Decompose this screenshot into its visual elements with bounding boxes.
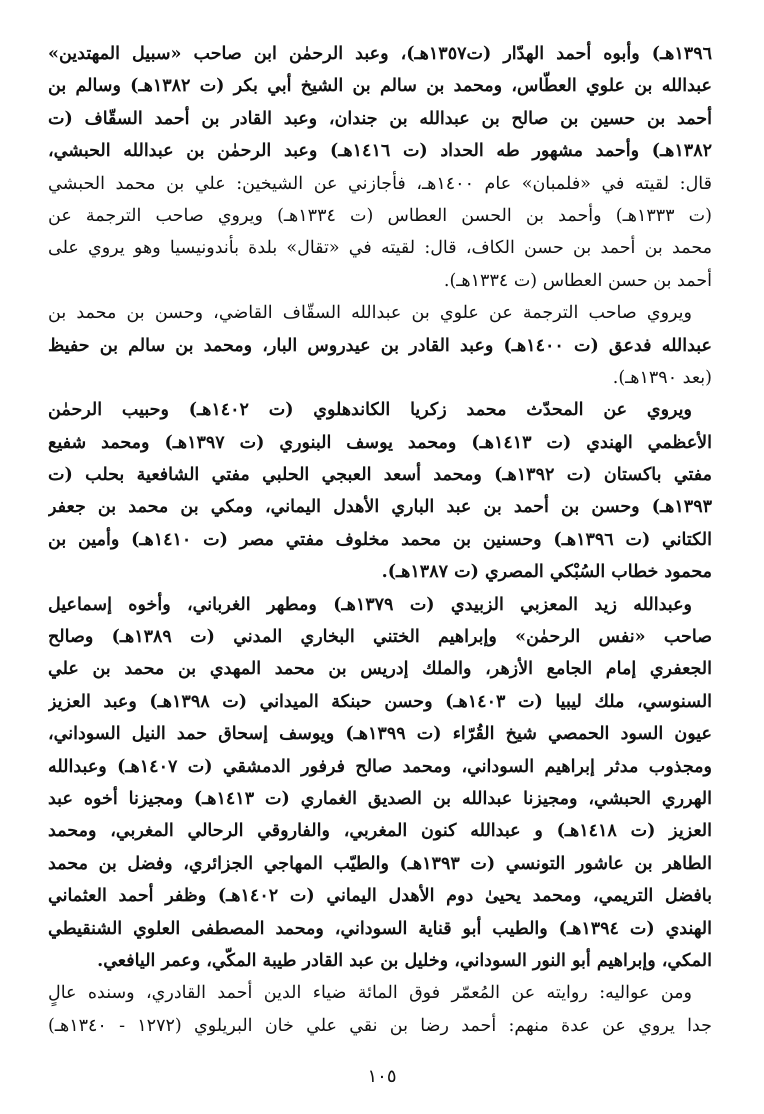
text-line: ١٣٩٣هـ) وحسن بن أحمد بن عبد الباري الأهدل اليماني، ومكي بن محمد بن جعفر [48, 497, 712, 518]
page-number: ١٠٥ [367, 1066, 397, 1087]
paragraph-4 [48, 589, 712, 978]
text-line: الطاهر بن عاشور التونسي (ت ١٣٩٣هـ) والطيّب المهاجي الجزائري، وفضل بن محمد [48, 853, 712, 874]
paragraph-5 [48, 977, 712, 1042]
text-line: ويروي صاحب الترجمة عن علوي بن عبدالله السقّاف القاضي، وحسن بن محمد بن [48, 303, 692, 324]
paragraph-3 [48, 394, 712, 588]
text-line: عبدالله فدعق (ت ١٤٠٠هـ) وعبد القادر بن عيدروس البار، ومحمد بن سالم بن حفيظ [48, 335, 712, 356]
text-line: الهندي (ت ١٣٩٤هـ) والطيب أبو قناية السوداني، ومحمد المصطفى العلوي الشنقيطي [48, 918, 712, 939]
text-line: (ت ١٣٣٣هـ) وأحمد بن الحسن العطاس (ت ١٣٣٤هـ) ويروي صاحب الترجمة عن [48, 205, 712, 226]
text-line: عبدالله بن علوي العطّاس، ومحمد بن سالم بن الشيخ أبي بكر (ت ١٣٨٢هـ) وسالم بن [48, 76, 712, 97]
text-line: (بعد ١٣٩٠هـ). [612, 367, 712, 388]
text-line: ١٣٩٦هـ) وأبوه أحمد الهدّار (ت١٣٥٧هـ)، وعبد الرحمٰن ابن صاحب «سبيل المهتدين» [48, 44, 712, 64]
text-line: مفتي باكستان (ت ١٣٩٢هـ) ومحمد أسعد العبجي الحلبي مفتي الشافعية بحلب (ت [48, 465, 712, 486]
text-line: وعبدالله زيد المعزبي الزبيدي (ت ١٣٧٩هـ) ومطهر الغرباني، وأخوه إسماعيل [48, 594, 692, 615]
text-line: المكي، وإبراهيم أبو النور السوداني، وخليل بن عبد القادر طيبة المكّي، وعمر اليافعي. [97, 950, 712, 971]
text-line: الأعظمي الهندي (ت ١٤١٣هـ) ومحمد يوسف البنوري (ت ١٣٩٧هـ) ومحمد شفيع [48, 432, 712, 453]
text-line: محمد بن أحمد بن حسن الكاف، قال: لقيته في «تقال» بلدة بأندونيسيا وهو يروي على [48, 238, 712, 259]
text-line: صاحب «نفس الرحمٰن» وإبراهيم الختني البخاري المدني (ت ١٣٨٩هـ) وصالح [48, 627, 712, 648]
text-line: ١٣٨٢هـ) وأحمد مشهور طه الحداد (ت ١٤١٦هـ) وعبد الرحمٰن بن عبدالله الحبشي، [48, 141, 712, 162]
paragraph-2 [48, 297, 712, 394]
text-line: أحمد بن حسين بن صالح بن عبدالله بن جندان، وعبد القادر بن أحمد السقّاف (ت [48, 108, 712, 129]
text-line: عيون السود الحمصي شيخ القُرّاء (ت ١٣٩٩هـ) ويوسف إسحاق حمد النيل السوداني، [48, 724, 712, 745]
text-line: ومجذوب مدثر إبراهيم السوداني، ومحمد صالح فرفور الدمشقي (ت ١٤٠٧هـ) وعبدالله [48, 756, 712, 777]
text-line: العزيز (ت ١٤١٨هـ) و عبدالله كنون المغربي، والفاروقي الرحالي المغربي، ومحمد [48, 821, 712, 842]
text-line: ويروي عن المحدّث محمد زكريا الكاندهلوي (ت ١٤٠٢هـ) وحبيب الرحمٰن [48, 400, 692, 421]
text-line: محمود خطاب السُبْكي المصري (ت ١٣٨٧هـ). [381, 562, 712, 583]
text-line: الجعفري إمام الجامع الأزهر، والملك إدريس بن محمد المهدي بن محمد بن علي [48, 659, 712, 680]
text-line: أحمد بن حسن العطاس (ت ١٣٣٤هـ). [443, 270, 712, 291]
text-line: ومن عواليه: روايته عن المُعمّر فوق المائة ضياء الدين أحمد القادري، وسنده عالٍ [48, 983, 692, 1004]
text-line: الكتاني (ت ١٣٩٦هـ) وحسنين بن محمد مخلوف مفتي مصر (ت ١٤١٠هـ) وأمين بن [48, 529, 712, 550]
text-line: جدا يروي عن عدة منهم: أحمد رضا بن نقي علي خان البريلوي (١٢٧٢ - ١٣٤٠هـ) [48, 1015, 712, 1036]
text-line: بافضل التريمي، ومحمد يحيىٰ دوم الأهدل اليماني (ت ١٤٠٢هـ) وظفر أحمد العثماني [48, 886, 712, 907]
text-line: قال: لقيته في «فلمبان» عام ١٤٠٠هـ، فأجازني عن الشيخين: علي بن محمد الحبشي [48, 173, 712, 194]
text-line: السنوسي، ملك ليبيا (ت ١٤٠٣هـ) وحسن حبنكة الميداني (ت ١٣٩٨هـ) وعبد العزيز [48, 691, 712, 712]
paragraph-1 [48, 38, 712, 297]
text-line: الهرري الحبشي، ومجيزنا عبدالله بن الصديق الغماري (ت ١٤١٣هـ) ومجيزنا أخوه عبد [48, 788, 712, 809]
